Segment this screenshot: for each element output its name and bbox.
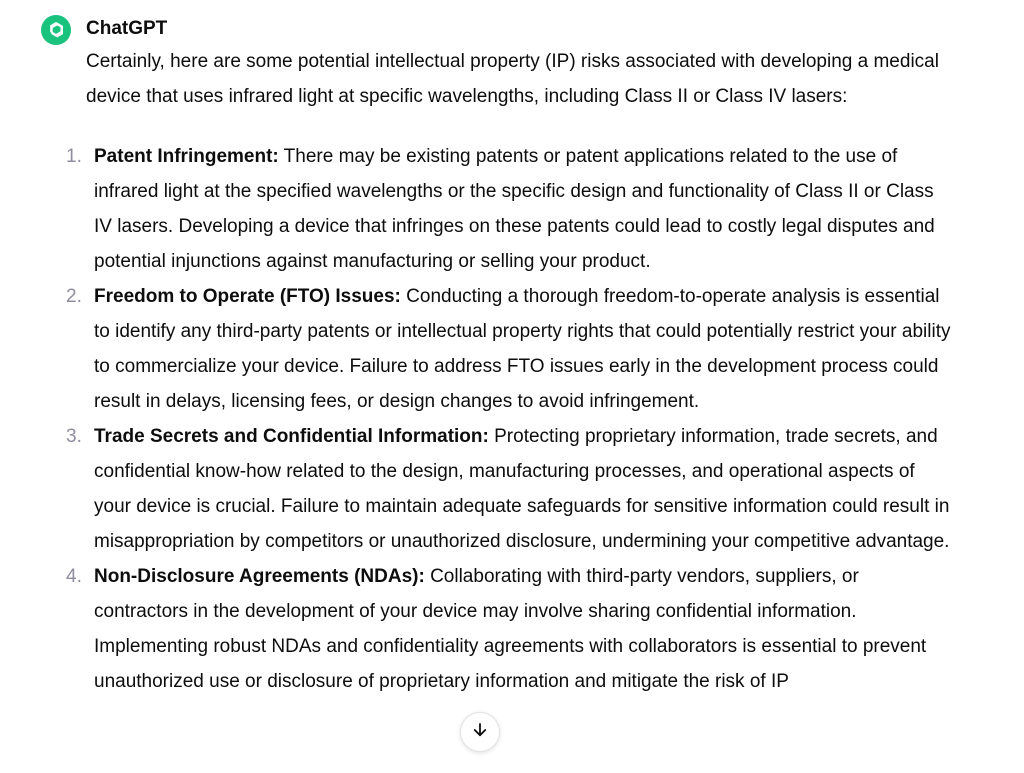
list-item <box>66 419 954 559</box>
list-number: 4. <box>66 566 82 587</box>
list-item <box>66 559 954 699</box>
author-name: ChatGPT <box>86 18 168 39</box>
list-number: 2. <box>66 286 82 307</box>
list-item-term: Trade Secrets and Confidential Information: <box>94 426 489 447</box>
list-number: 1. <box>66 146 82 167</box>
intro-paragraph: Certainly, here are some potential intellectual property (IP) risks associated with developing a medical device that uses infrared light at specific wavelengths, including Class II or Class IV lasers: <box>86 51 939 107</box>
list-item <box>66 139 954 279</box>
list-item-text: There may be existing patents or patent applications related to the use of infrared light at the specified wavelengths or the specific design and functionality of Class II or Class IV lasers. Developing a device that infringes on these patents could lead to costly legal disputes and potential injunctions against manufacturing or selling your product. <box>94 146 935 272</box>
list-item-text: Conducting a thorough freedom-to-operate analysis is essential to identify any third-party patents or intellectual property rights that could potentially restrict your ability to commercialize your device. Failure to address FTO issues early in the development process could result in delays, licensing fees, or design changes to avoid infringement. <box>94 286 951 412</box>
openai-logo-icon <box>41 15 71 45</box>
list-number: 3. <box>66 426 82 447</box>
list-item-term: Freedom to Operate (FTO) Issues: <box>94 286 401 307</box>
arrow-down-icon <box>471 721 489 744</box>
list-item-term: Patent Infringement: <box>94 146 279 167</box>
list-item <box>66 279 954 419</box>
scroll-to-bottom-button[interactable] <box>460 712 500 752</box>
list-item-text: Protecting proprietary information, trade secrets, and confidential know-how related to the design, manufacturing processes, and operational aspects of your device is crucial. Failure to maintain adequate safeguards for sensitive information could result in misappropriation by competitors or unauthorized disclosure, undermining your competitive advantage. <box>94 426 950 552</box>
list-item-text: Collaborating with third-party vendors, suppliers, or contractors in the development of your device may involve sharing confidential information. Implementing robust NDAs and confidentiality agreements with collaborators is essential to prevent unauthorized use or disclosure of proprietary information and mitigate the risk of IP <box>94 566 927 692</box>
risk-list <box>66 139 954 699</box>
list-item-term: Non-Disclosure Agreements (NDAs): <box>94 566 425 587</box>
